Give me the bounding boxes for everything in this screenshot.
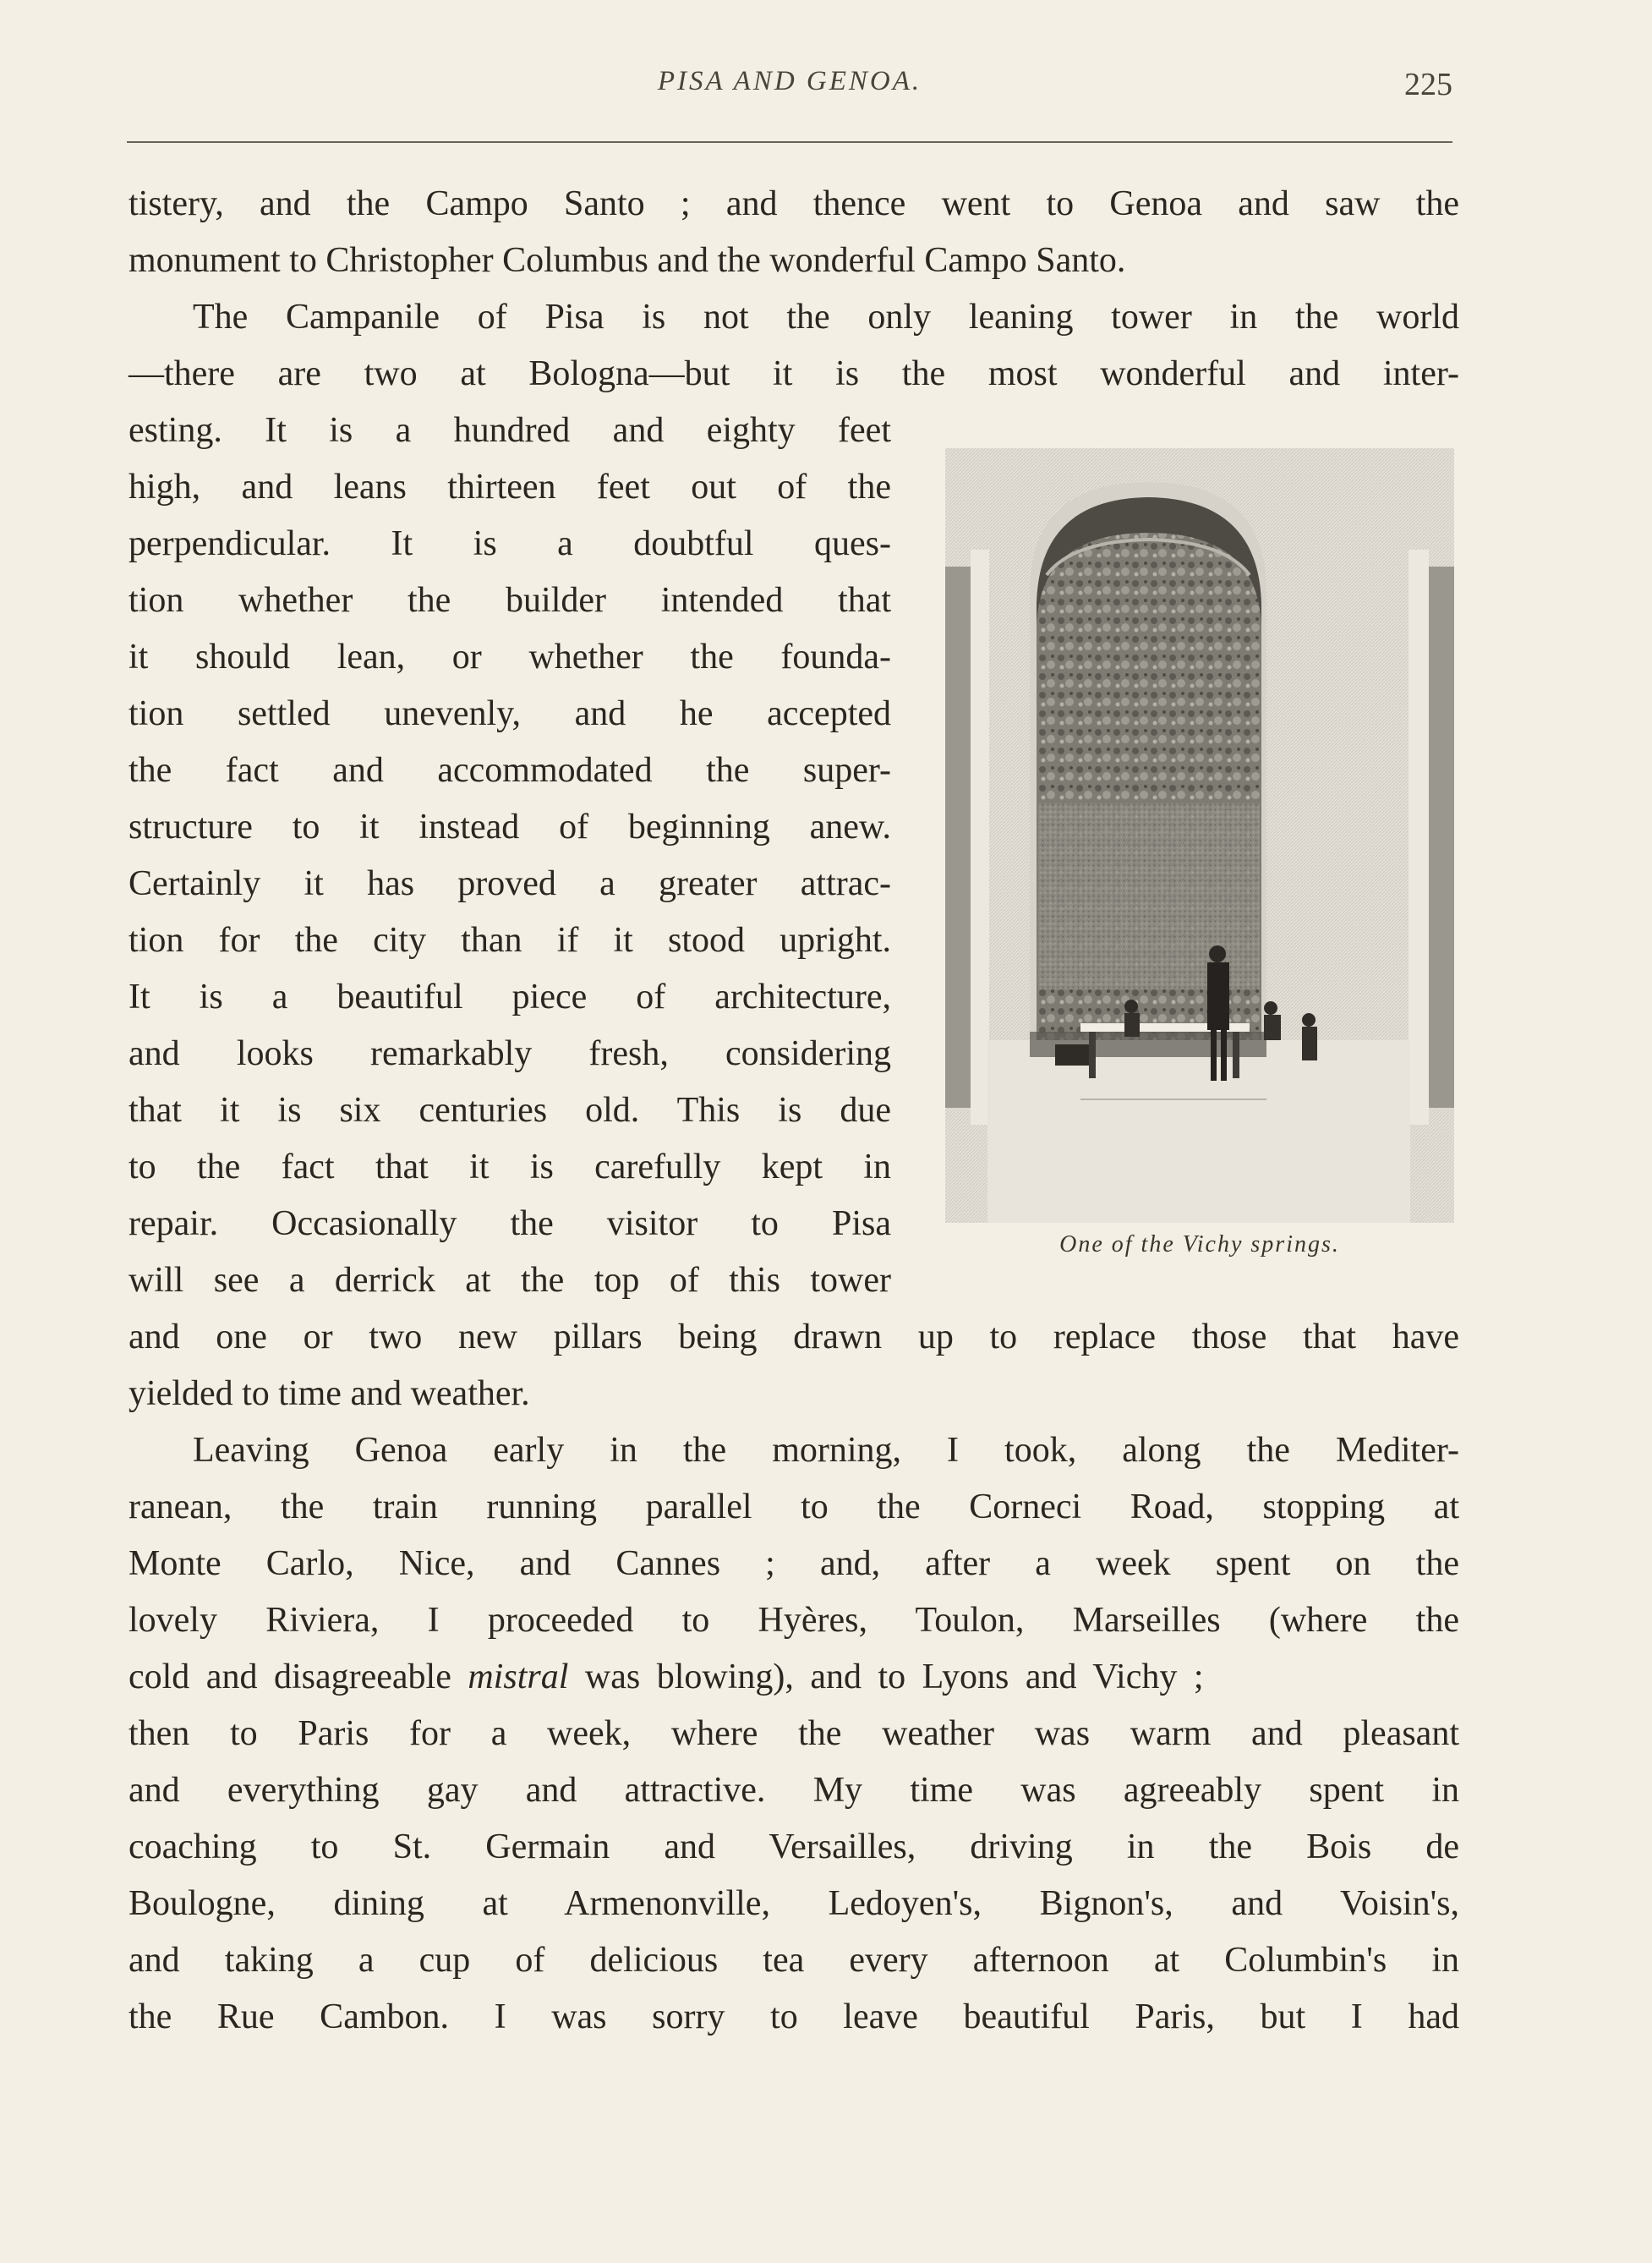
text-line: monument to Christopher Columbus and the wonderful Campo Santo. [129,241,1126,280]
text-line: the Rue Cambon. I was sorry to leave beautiful Paris, but I had [129,1997,1459,2036]
running-title: PISA AND GENOA. [657,66,922,96]
text-line: the fact and accommodated the super- [129,751,891,790]
header-rule [127,141,1452,143]
text-line: and looks remarkably fresh, considering [129,1034,891,1073]
text-line: that it is six centuries old. This is due [129,1091,891,1130]
text-line: structure to it instead of beginning anew. [129,808,891,847]
text-line-mistral [129,1649,1459,1706]
body-text-top [129,176,1459,403]
text-line: The Campanile of Pisa is not the only leaning tower in the world [193,298,1459,337]
running-head [127,66,1452,113]
text-line: yielded to time and weather. [129,1374,530,1413]
text-line: Monte Carlo, Nice, and Cannes ; and, after a week spent on the [129,1544,1459,1583]
text-line: tion settled unevenly, and he accepted [129,694,891,733]
text-line: Boulogne, dining at Armenonville, Ledoyen's, Bignon's, and Voisin's, [129,1884,1459,1923]
text-line: to the fact that it is carefully kept in [129,1148,891,1186]
text-line: tistery, and the Campo Santo ; and thence went to Genoa and saw the [129,184,1459,223]
text-segment: was blowing), and to Lyons and Vichy ; [568,1658,1204,1696]
text-line: Certainly it has proved a greater attrac- [129,864,891,903]
text-line: tion for the city than if it stood upright. [129,921,891,960]
italic-word-mistral: mistral [468,1658,569,1696]
figure-caption: One of the Vichy springs. [1059,1231,1340,1258]
text-line: and everything gay and attractive. My time was agreeably spent in [129,1771,1459,1810]
text-line: It is a beautiful piece of architecture, [129,978,891,1016]
text-line: repair. Occasionally the visitor to Pisa [129,1204,891,1243]
body-text-after [129,1309,1459,2046]
text-segment: cold and disagreeable [129,1658,468,1696]
text-line: Leaving Genoa early in the morning, I took, along the Mediter- [193,1431,1459,1470]
text-line: tion whether the builder intended that [129,581,891,620]
text-line: perpendicular. It is a doubtful ques- [129,524,891,563]
photo-illustration [945,448,1454,1223]
text-line: —there are two at Bologna—but it is the most wonderful and inter- [129,354,1459,393]
text-line: esting. It is a hundred and eighty feet [129,411,891,450]
text-line: it should lean, or whether the founda- [129,638,891,677]
text-line: ranean, the train running parallel to the Corneci Road, stopping at [129,1488,1459,1526]
body-text-wrapped [129,403,891,1309]
text-line: then to Paris for a week, where the weather was warm and pleasant [129,1714,1459,1753]
figure-vichy-spring [945,448,1454,1258]
text-line: and one or two new pillars being drawn up to replace those that have [129,1318,1459,1356]
text-line: lovely Riviera, I proceeded to Hyères, Toulon, Marseilles (where the [129,1601,1459,1640]
text-line: will see a derrick at the top of this tower [129,1261,891,1300]
page-number: 225 [1404,67,1452,102]
text-line: coaching to St. Germain and Versailles, driving in the Bois de [129,1827,1459,1866]
text-line: and taking a cup of delicious tea every afternoon at Columbin's in [129,1941,1459,1980]
text-line: high, and leans thirteen feet out of the [129,468,891,507]
photo-vichy-spring [945,448,1454,1223]
